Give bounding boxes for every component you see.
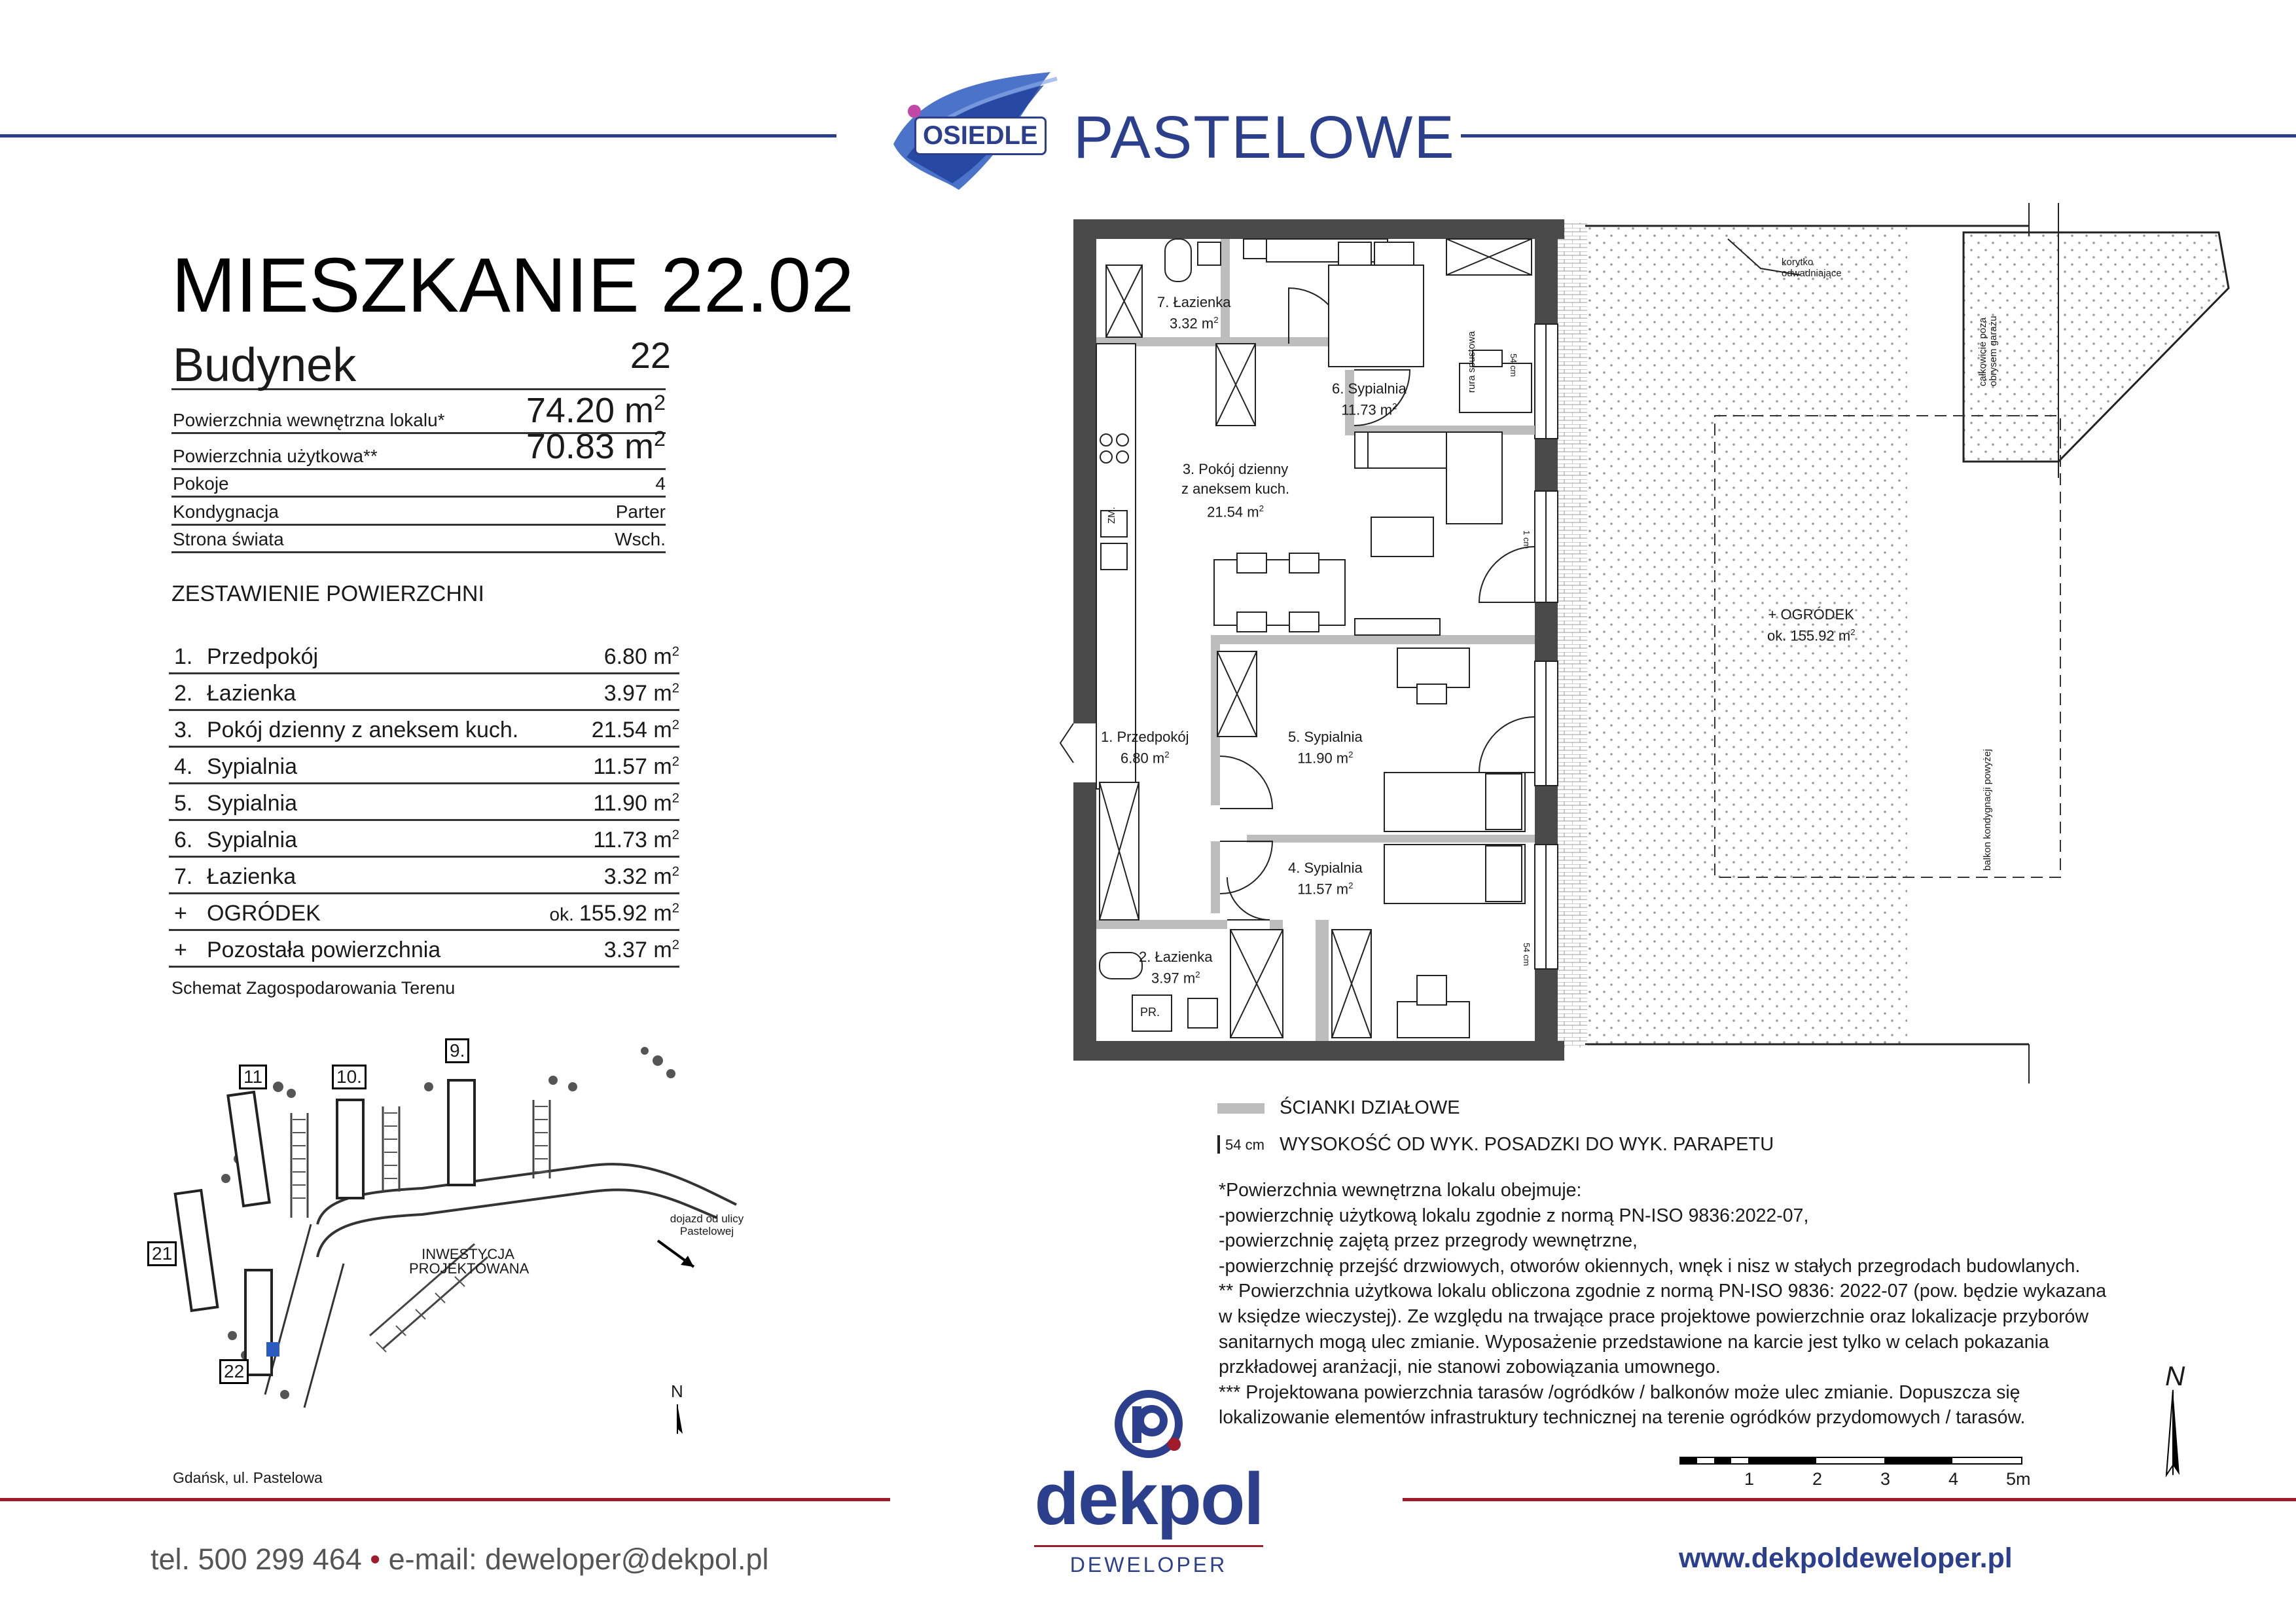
param-label: Kondygnacja <box>173 501 279 522</box>
site-building-9: 9. <box>445 1038 469 1063</box>
summary-num: + <box>174 901 187 926</box>
note-line: lokalizowanie elementów infrastruktury technicznej na terenie ogródków przydomowych / tarasów. <box>1219 1407 2026 1429</box>
site-investment: INWESTYCJA PROJEKTOWANA <box>409 1246 529 1277</box>
site-access: dojazd od ulicy Pastelowej <box>670 1213 744 1237</box>
gutter-note: korytko odwadniające <box>1782 257 1842 279</box>
summary-name: Pozostała powierzchnia <box>207 938 441 962</box>
scale-tick-5: 5m <box>2006 1469 2031 1489</box>
param-value: Wsch. <box>615 529 666 549</box>
scale-tick-1: 1 <box>1744 1469 1755 1489</box>
summary-num: 1. <box>174 644 193 669</box>
header-rule-left <box>0 134 836 137</box>
floor-plan-drawing <box>1054 196 2238 1093</box>
page-title: MIESZKANIE 22.02 <box>171 242 854 329</box>
summary-value: 11.90 $m^2$ <box>593 791 679 816</box>
location: Gdańsk, ul. Pastelowa <box>173 1469 323 1486</box>
site-plan <box>147 1028 749 1447</box>
summary-row <box>169 895 679 931</box>
summary-name: Sypialnia <box>207 754 297 779</box>
room-7-label: 7. Łazienka 3.32 $m^2$ <box>1157 294 1231 332</box>
summary-num: + <box>174 938 187 962</box>
site-building-10: 10. <box>332 1065 367 1089</box>
summary-num: 7. <box>174 864 193 889</box>
summary-name: Pokój dzienny z aneksem kuch. <box>207 718 519 742</box>
summary-name: OGRÓDEK <box>207 901 321 926</box>
website-link[interactable]: www.dekpoldeweloper.pl <box>1679 1542 2013 1574</box>
param-label: Strona świata <box>173 529 284 549</box>
param-row <box>171 427 666 470</box>
zm-label: ZM. <box>1106 507 1117 524</box>
param-row <box>171 524 666 553</box>
building-value: 22 <box>630 335 671 376</box>
logo-badge: OSIEDLE <box>914 117 1047 155</box>
contact-phone: tel. 500 299 464 <box>151 1542 362 1576</box>
note-line: -powierzchnię zajętą przez przegrody wewnętrzne, <box>1219 1230 1638 1252</box>
building-label: Budynek <box>173 339 357 392</box>
scale-tick-4: 4 <box>1948 1469 1959 1489</box>
note-line: przkładowej aranżacji, nie stanowi zobowiązania umownego. <box>1219 1357 1721 1378</box>
brand-rule <box>1034 1545 1263 1547</box>
partition-legend: ŚCIANKI DZIAŁOWE <box>1280 1097 1460 1118</box>
footer-rule-right <box>1403 1498 2296 1501</box>
summary-num: 5. <box>174 791 193 816</box>
summary-name: Sypialnia <box>207 791 297 816</box>
contact-line <box>151 1542 769 1577</box>
site-building-11: 11 <box>239 1065 267 1089</box>
logo-name: PASTELOWE <box>1073 104 1456 171</box>
partition-swatch <box>1217 1103 1265 1114</box>
param-label: Powierzchnia wewnętrzna lokalu* <box>173 410 445 430</box>
contact-email: e-mail: deweloper@dekpol.pl <box>388 1542 769 1576</box>
summary-row <box>169 675 679 711</box>
site-building-21: 21 <box>147 1241 177 1266</box>
pr-label: PR. <box>1140 1006 1160 1019</box>
note-line: sanitarnych mogą ulec zmianie. Wyposażenie przedstawione na karcie jest tylko w celach pokazania <box>1219 1331 2049 1353</box>
summary-row <box>169 785 679 821</box>
param-value: 74.20 $m^2$ <box>526 391 666 430</box>
param-row <box>171 468 666 498</box>
summary-value: 11.57 $m^2$ <box>593 754 679 779</box>
summary-value: 21.54 $m^2$ <box>591 718 679 742</box>
summary-value: 3.32 $m^2$ <box>603 864 679 889</box>
summary-value: ok. 155.92 $m^2$ <box>549 901 679 926</box>
room-4-label: 4. Sypialnia 11.57 $m^2$ <box>1288 860 1363 898</box>
summary-row <box>169 858 679 894</box>
sill-legend-icon <box>1217 1135 1220 1154</box>
dekpol-p-icon <box>1028 1388 1270 1460</box>
note-line: -powierzchnię użytkową lokalu zgodnie z normą PN-ISO 9836:2022-07, <box>1219 1205 1809 1226</box>
summary-row <box>169 932 679 968</box>
note-line: w księdze wieczystej). Ze względu na trwające prace projektowe powierzchnie oraz lokalizacje przyborów <box>1219 1306 2089 1327</box>
downpipe-note: rura spustowa <box>1466 331 1477 393</box>
floor-plan <box>1054 196 2238 1093</box>
note-line: *Powierzchnia wewnętrzna lokalu obejmuje: <box>1219 1180 1582 1201</box>
param-label: Powierzchnia użytkowa** <box>173 446 378 466</box>
site-building-22: 22 <box>219 1359 249 1384</box>
param-value: 70.83 $m^2$ <box>526 427 666 466</box>
room-6-label: 6. Sypialnia 11.73 $m^2$ <box>1332 380 1407 418</box>
balcony-note: balkon kondygnacji powyżej <box>1982 749 1993 871</box>
note-line: -powierzchnię przejść drzwiowych, otworów okiennych, wnęk i nisz w stałych przegrodach budowlanych. <box>1219 1255 2081 1277</box>
summary-num: 6. <box>174 828 193 852</box>
summary-num: 3. <box>174 718 193 742</box>
summary-row <box>169 822 679 858</box>
param-value: Parter <box>615 501 666 522</box>
site-north: N <box>671 1381 683 1401</box>
building-row <box>171 335 671 392</box>
osiedle-logo <box>880 65 1070 196</box>
summary-num: 4. <box>174 754 193 779</box>
scale-bar-graphic <box>1679 1456 2026 1467</box>
scale-tick-2: 2 <box>1812 1469 1823 1489</box>
site-plan-drawing <box>147 1028 749 1447</box>
summary-row <box>169 638 679 674</box>
footer-rule-left <box>0 1498 890 1501</box>
brand-name: dekpol <box>1034 1458 1263 1540</box>
summary-value: 11.73 $m^2$ <box>593 828 679 852</box>
garage-note: całkowicie poza obrysem garażu <box>1977 316 1999 386</box>
note-line: *** Projektowana powierzchnia tarasów /ogródków / balkonów może ulec zmianie. Dopuszcza się <box>1219 1381 2020 1403</box>
param-value: 4 <box>655 473 666 494</box>
room-1-label: 1. Przedpokój 6.80 $m^2$ <box>1101 729 1189 767</box>
scale-bar <box>1679 1456 2031 1502</box>
summary-value: 3.97 $m^2$ <box>603 681 679 706</box>
summary-row <box>169 748 679 784</box>
summary-value: 6.80 $m^2$ <box>603 644 679 669</box>
dekpol-logo <box>1028 1388 1270 1584</box>
brand-sub: DEWELOPER <box>1069 1553 1228 1577</box>
room-2-label: 2. Łazienka 3.97 $m^2$ <box>1139 949 1213 987</box>
param-row <box>171 496 666 526</box>
summary-value: 3.37 $m^2$ <box>603 938 679 962</box>
summary-num: 2. <box>174 681 193 706</box>
site-plan-title: Schemat Zagospodarowania Terenu <box>171 978 456 998</box>
note-line: ** Powierzchnia użytkowa lokalu obliczona zgodnie z normą PN-ISO 9836: 2022-07 (pow. będzie wykazana <box>1219 1281 2107 1302</box>
sill-legend-text: WYSOKOŚĆ OD WYK. POSADZKI DO WYK. PARAPETU <box>1280 1134 1774 1155</box>
summary-row <box>169 712 679 748</box>
bullet-icon: • <box>370 1542 381 1576</box>
compass-letter: N <box>2165 1360 2185 1391</box>
north-arrow-icon <box>2147 1390 2193 1482</box>
sill-label-3: 54 cm <box>1522 943 1532 966</box>
sill-legend-value: 54 cm <box>1225 1137 1265 1153</box>
summary-name: Łazienka <box>207 681 296 706</box>
room-3-label: 3. Pokój dzienny z aneksem kuch. 21.54 $m^2$ <box>1181 461 1290 520</box>
sill-label-1: 54 cm <box>1509 354 1518 377</box>
sill-label-2: 1 cm <box>1522 530 1532 549</box>
param-label: Pokoje <box>173 473 229 494</box>
summary-heading: ZESTAWIENIE POWIERZCHNI <box>171 581 484 606</box>
header-rule-right <box>1461 134 2296 137</box>
room-5-label: 5. Sypialnia 11.90 $m^2$ <box>1288 729 1363 767</box>
summary-name: Przedpokój <box>207 644 319 669</box>
summary-name: Łazienka <box>207 864 296 889</box>
compass <box>2147 1360 2193 1478</box>
scale-tick-3: 3 <box>1880 1469 1891 1489</box>
summary-name: Sypialnia <box>207 828 297 852</box>
garden-label: + OGRÓDEK ok. 155.92 $m^2$ <box>1767 606 1856 644</box>
